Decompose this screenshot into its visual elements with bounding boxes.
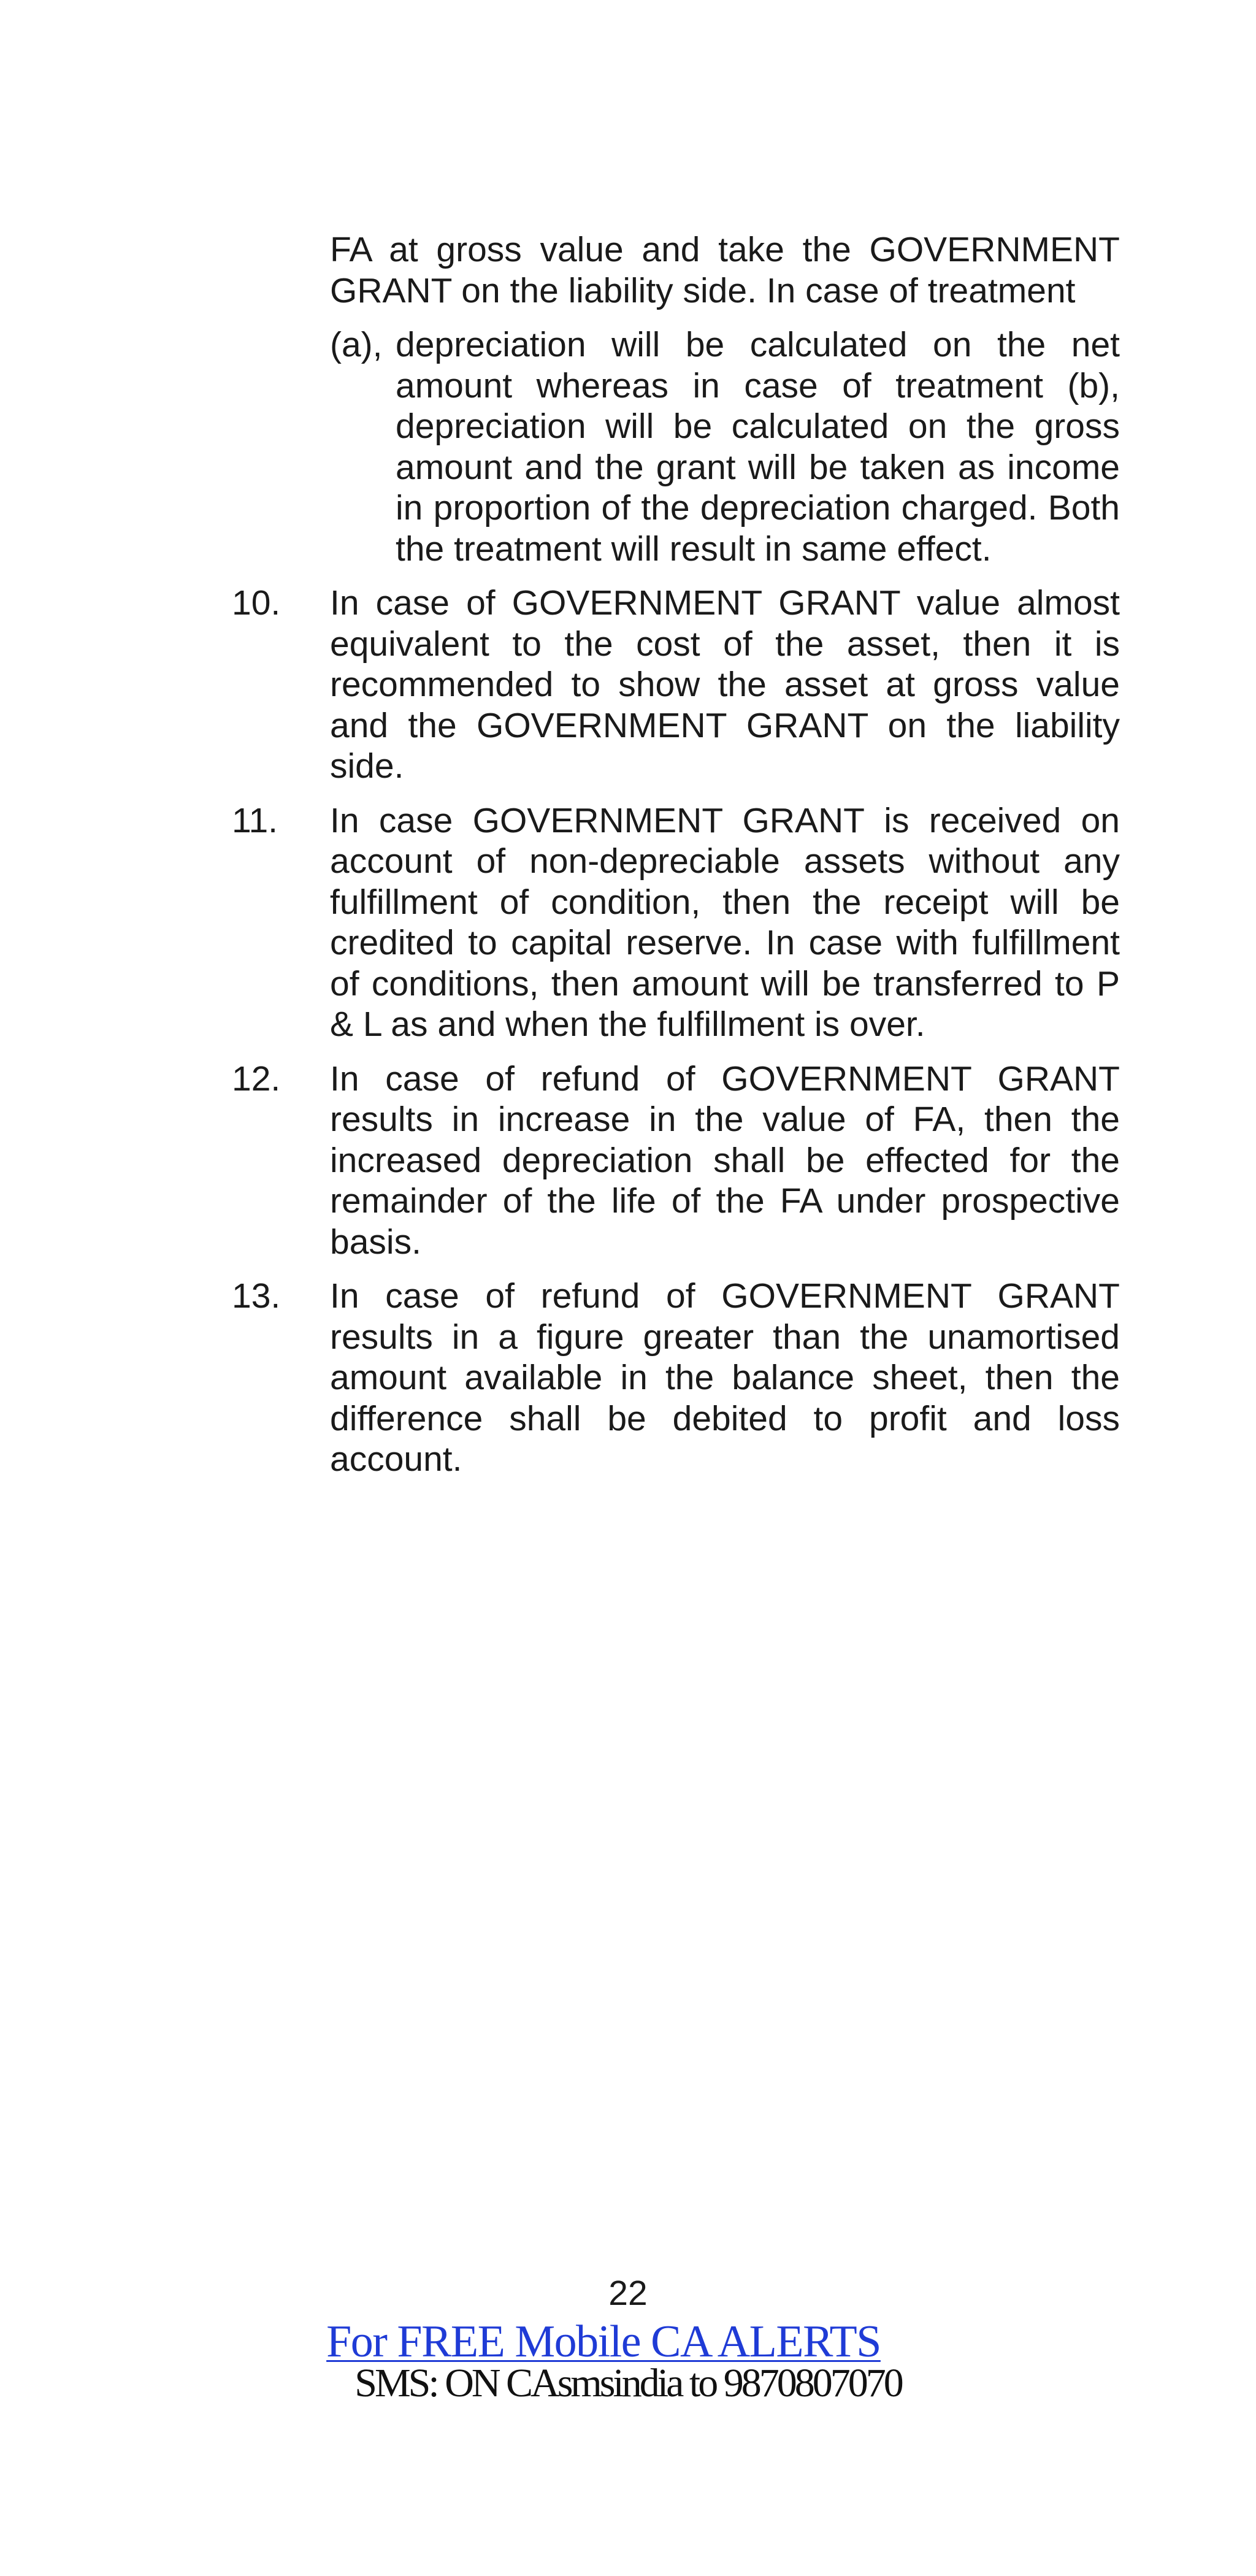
document-body	[232, 229, 1120, 1480]
intro-paragraph: FA at gross value and take the GOVERNMENT GRANT on the liability side. In case of treatment	[330, 230, 1120, 310]
list-item-text: In case GOVERNMENT GRANT is received on account of non-depreciable assets without any fulfillment of condition, then the receipt will be credited to capital reserve. In case with fulfillment of conditions, then amount will be transferred to P & L as and when the fulfillment is over.	[330, 800, 1120, 1044]
list-item-number: 11.	[232, 800, 278, 840]
list-item-number: 10.	[232, 583, 281, 623]
list-item-number: 13.	[232, 1276, 281, 1316]
sub-item-label: (a),	[330, 325, 383, 364]
list-item-13	[232, 1276, 1120, 1480]
list-item-number: 12.	[232, 1059, 281, 1098]
page-number: 22	[608, 2274, 648, 2313]
list-item-12	[232, 1059, 1120, 1263]
list-item-text: In case of refund of GOVERNMENT GRANT results in increase in the value of FA, then the increased depreciation shall be effected for the remainder of the life of the FA under prospective basis.	[330, 1059, 1120, 1262]
list-item-text: In case of GOVERNMENT GRANT value almost equivalent to the cost of the asset, then it is recommended to show the asset at gross value and the GOVERNMENT GRANT on the liability side.	[330, 583, 1120, 786]
list-item-10	[232, 583, 1120, 787]
sms-instructions: SMS: ON CAsmsindia to 9870807070	[354, 2361, 902, 2405]
list-item-11	[232, 800, 1120, 1045]
free-mobile-ca-alerts-link[interactable]: For FREE Mobile CA ALERTS	[326, 2317, 881, 2367]
sub-item-a	[330, 324, 1120, 569]
list-item-text: In case of refund of GOVERNMENT GRANT results in a figure greater than the unamortised amount available in the balance sheet, then the difference shall be debited to profit and loss account.	[330, 1276, 1120, 1479]
sub-item-text: depreciation will be calculated on the net amount whereas in case of treatment (b), depreciation will be calculated on the gross amount and the grant will be taken as income in proportion of the depreciation charged. Both the treatment will result in same effect.	[396, 325, 1120, 569]
